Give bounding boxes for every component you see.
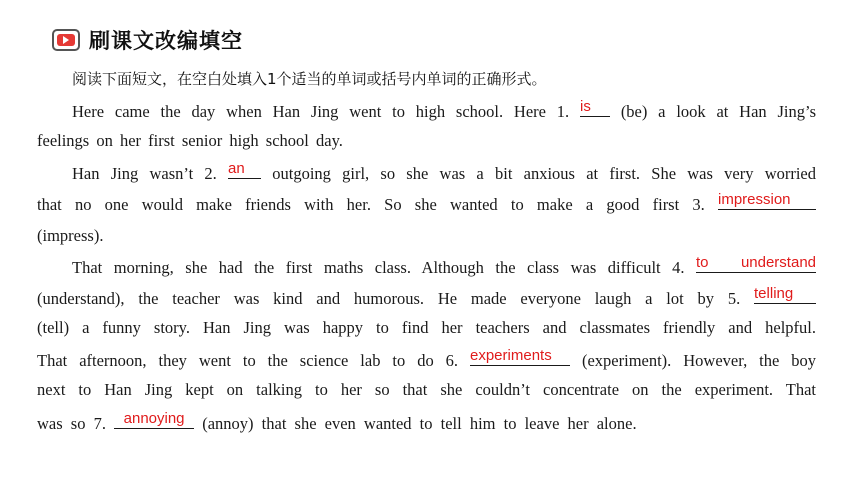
line-text: (understand), the teacher was kind and humorous. He made everyone laugh a lot by 5. xyxy=(37,289,741,308)
blank-5[interactable] xyxy=(754,287,816,304)
passage-line-3 xyxy=(72,162,816,184)
passage-line-5: (impress). xyxy=(37,226,104,245)
line-text: (experiment). However, the boy xyxy=(581,351,817,370)
line-text: Here came the day when Han Jing went to high school. Here 1. xyxy=(72,102,570,121)
line-text: That afternoon, they went to the science lab to do 6. xyxy=(37,351,459,370)
passage-line-10: next to Han Jing kept on talking to her so that she couldn’t concentrate on the experiment. That xyxy=(37,380,816,399)
passage-line-4 xyxy=(37,193,816,215)
answer-5: telling xyxy=(754,285,794,302)
instruction-text: 阅读下面短文，在空白处填入1个适当的单词或括号内单词的正确形式。 xyxy=(72,70,547,88)
answer-6: experiments xyxy=(470,347,552,364)
section-title: 刷课文改编填空 xyxy=(89,29,243,53)
passage-line-9 xyxy=(37,349,816,371)
line-text: was so 7. xyxy=(37,414,106,433)
line-text: (annoy) that she even wanted to tell him to leave her alone. xyxy=(202,414,637,433)
passage-line-6 xyxy=(72,256,816,278)
passage-line-8: (tell) a funny story. Han Jing was happy to find her teachers and classmates friendly and helpful. xyxy=(37,318,816,337)
line-text: That morning, she had the first maths class. Although the class was difficult 4. xyxy=(72,258,685,277)
line-text: outgoing girl, so she was a bit anxious at first. She was very worried xyxy=(272,164,817,183)
blank-6[interactable] xyxy=(470,349,570,366)
line-text: that no one would make friends with her. So she wanted to make a good first 3. xyxy=(37,195,705,214)
blank-4[interactable] xyxy=(696,256,816,273)
line-text: Han Jing wasn’t 2. xyxy=(72,164,217,183)
passage-line-1 xyxy=(72,100,816,122)
video-play-icon xyxy=(52,29,80,51)
line-text: (be) a look at Han Jing’s xyxy=(620,102,816,121)
blank-7[interactable] xyxy=(114,412,194,429)
passage-line-11 xyxy=(37,412,637,434)
blank-2[interactable] xyxy=(228,162,261,179)
answer-7: annoying xyxy=(123,410,185,427)
passage-line-2: feelings on her first senior high school day. xyxy=(37,131,343,150)
blank-1[interactable] xyxy=(580,100,610,117)
section-header xyxy=(52,25,243,55)
answer-3: impression xyxy=(718,191,791,208)
passage-line-7 xyxy=(37,287,816,309)
blank-3[interactable] xyxy=(718,193,816,210)
answer-1: is xyxy=(580,98,591,115)
answer-2: an xyxy=(228,160,245,177)
answer-4: to understand xyxy=(696,254,817,271)
